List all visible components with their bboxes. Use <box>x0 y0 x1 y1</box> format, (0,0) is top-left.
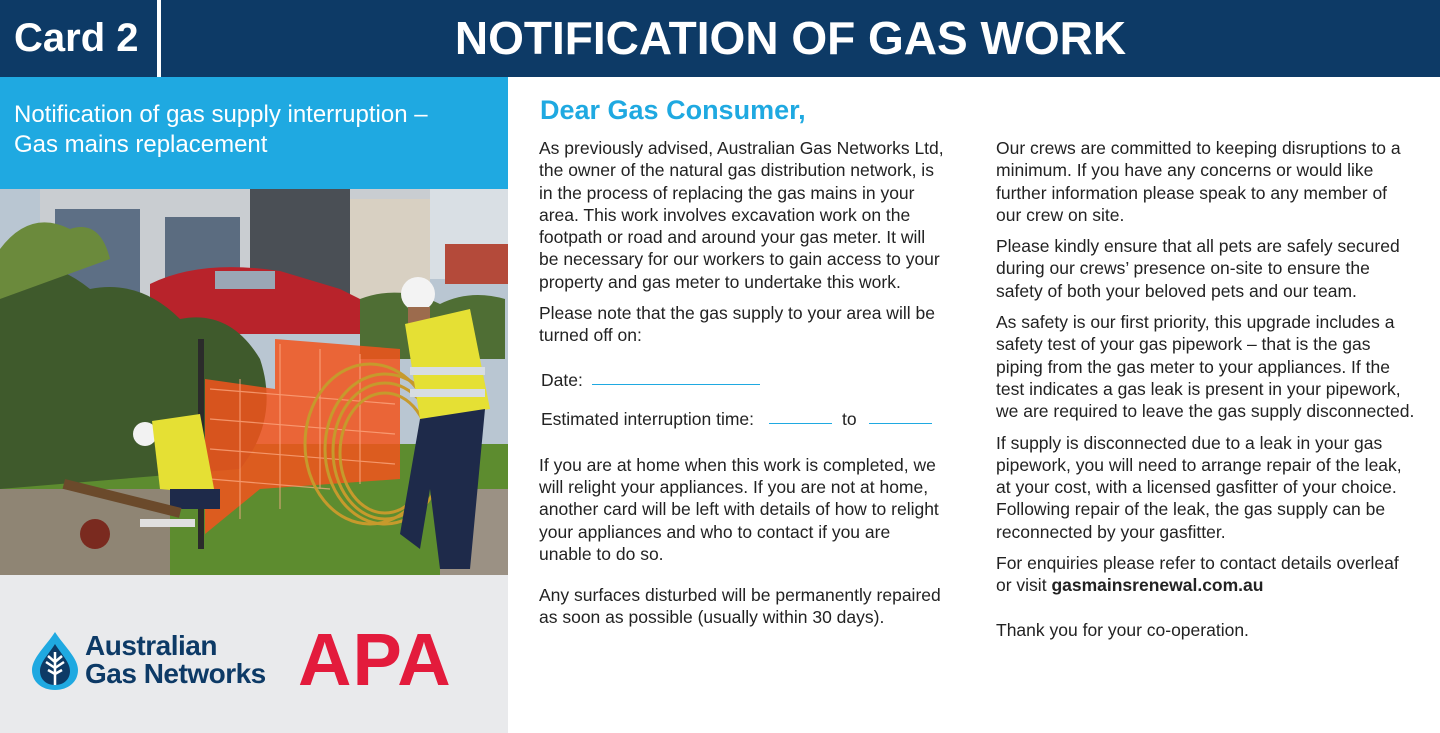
enquiries-text: For enquiries please refer to contact details overleaf or visit <box>996 553 1399 596</box>
letter-column-1 <box>539 137 944 638</box>
paragraph-safety: As safety is our first priority, this upgrade includes a safety test of your gas pipework – that is the gas piping from the gas meter to your appliances. If the test indicates a gas leak is present in your pipework, we are required to leave the gas supply disconnected. <box>996 312 1415 422</box>
agn-line-1: Australian <box>85 630 217 661</box>
paragraph-enquiries <box>996 552 1416 597</box>
paragraph-pets: Please kindly ensure that all pets are safely secured during our crews’ presence on-site to ensure the safety of both your beloved pets and our team. <box>996 236 1400 301</box>
website-link[interactable]: gasmainsrenewal.com.au <box>1051 575 1264 596</box>
greeting: Dear Gas Consumer, <box>540 95 806 125</box>
interruption-start-blank <box>769 410 832 424</box>
subtitle-box <box>0 77 508 189</box>
paragraph-access: As previously advised, Australian Gas Networks Ltd, the owner of the natural gas distribution network, is in the process of replacing the gas mains in your area. This work involves excavation work on the footpath or road and around your gas meter. It will be necessary for our workers to gain access to your property and gas meter to undertake this work. <box>539 138 944 292</box>
header-bar <box>0 0 1440 77</box>
date-blank <box>592 371 760 385</box>
card-label: Card 2 <box>14 16 139 60</box>
paragraph-supply-off: Please note that the gas supply to your area will be turned off on: <box>539 303 935 346</box>
agn-line-2: Gas Networks <box>85 658 266 689</box>
agn-logo <box>28 630 268 692</box>
date-label: Date: <box>541 369 583 390</box>
worksite-photo-illustration <box>0 189 508 575</box>
agn-wordmark <box>85 632 266 688</box>
letter-column-2 <box>996 137 1416 650</box>
to-label: to <box>842 408 857 429</box>
page-title: NOTIFICATION OF GAS WORK <box>454 12 1127 64</box>
subtitle-line-2: Gas mains replacement <box>14 131 268 158</box>
flame-drop-icon <box>28 630 82 692</box>
paragraph-crews: Our crews are committed to keeping disruptions to a minimum. If you have any concerns or would like further information please speak to any member of our crew on site. <box>996 138 1401 225</box>
logo-area <box>0 575 508 733</box>
date-field-row <box>539 369 944 391</box>
letter-panel <box>508 77 1440 733</box>
paragraph-disconnected: If supply is disconnected due to a leak in your gas pipework, you will need to arrange repair of the leak, at your cost, with a licensed gasfitter of your choice. Following repair of the leak, the gas supply can be reconnected by your gasfitter. <box>996 432 1402 542</box>
apa-logo: APA <box>298 618 452 701</box>
interruption-field-row <box>539 408 944 430</box>
paragraph-relight: If you are at home when this work is completed, we will relight your appliances. If you are not at home, another card will be left with details of how to relight your appliances and who to contact if you are unable to do so. <box>539 454 939 564</box>
worksite-photo <box>0 189 508 575</box>
subtitle-line-1: Notification of gas supply interruption – <box>14 101 428 128</box>
interruption-end-blank <box>869 410 932 424</box>
paragraph-surfaces: Any surfaces disturbed will be permanently repaired as soon as possible (usually within 30 days). <box>539 585 941 628</box>
paragraph-thanks: Thank you for your co-operation. <box>996 619 1249 640</box>
left-panel <box>0 77 508 733</box>
interruption-label: Estimated interruption time: <box>541 408 755 429</box>
